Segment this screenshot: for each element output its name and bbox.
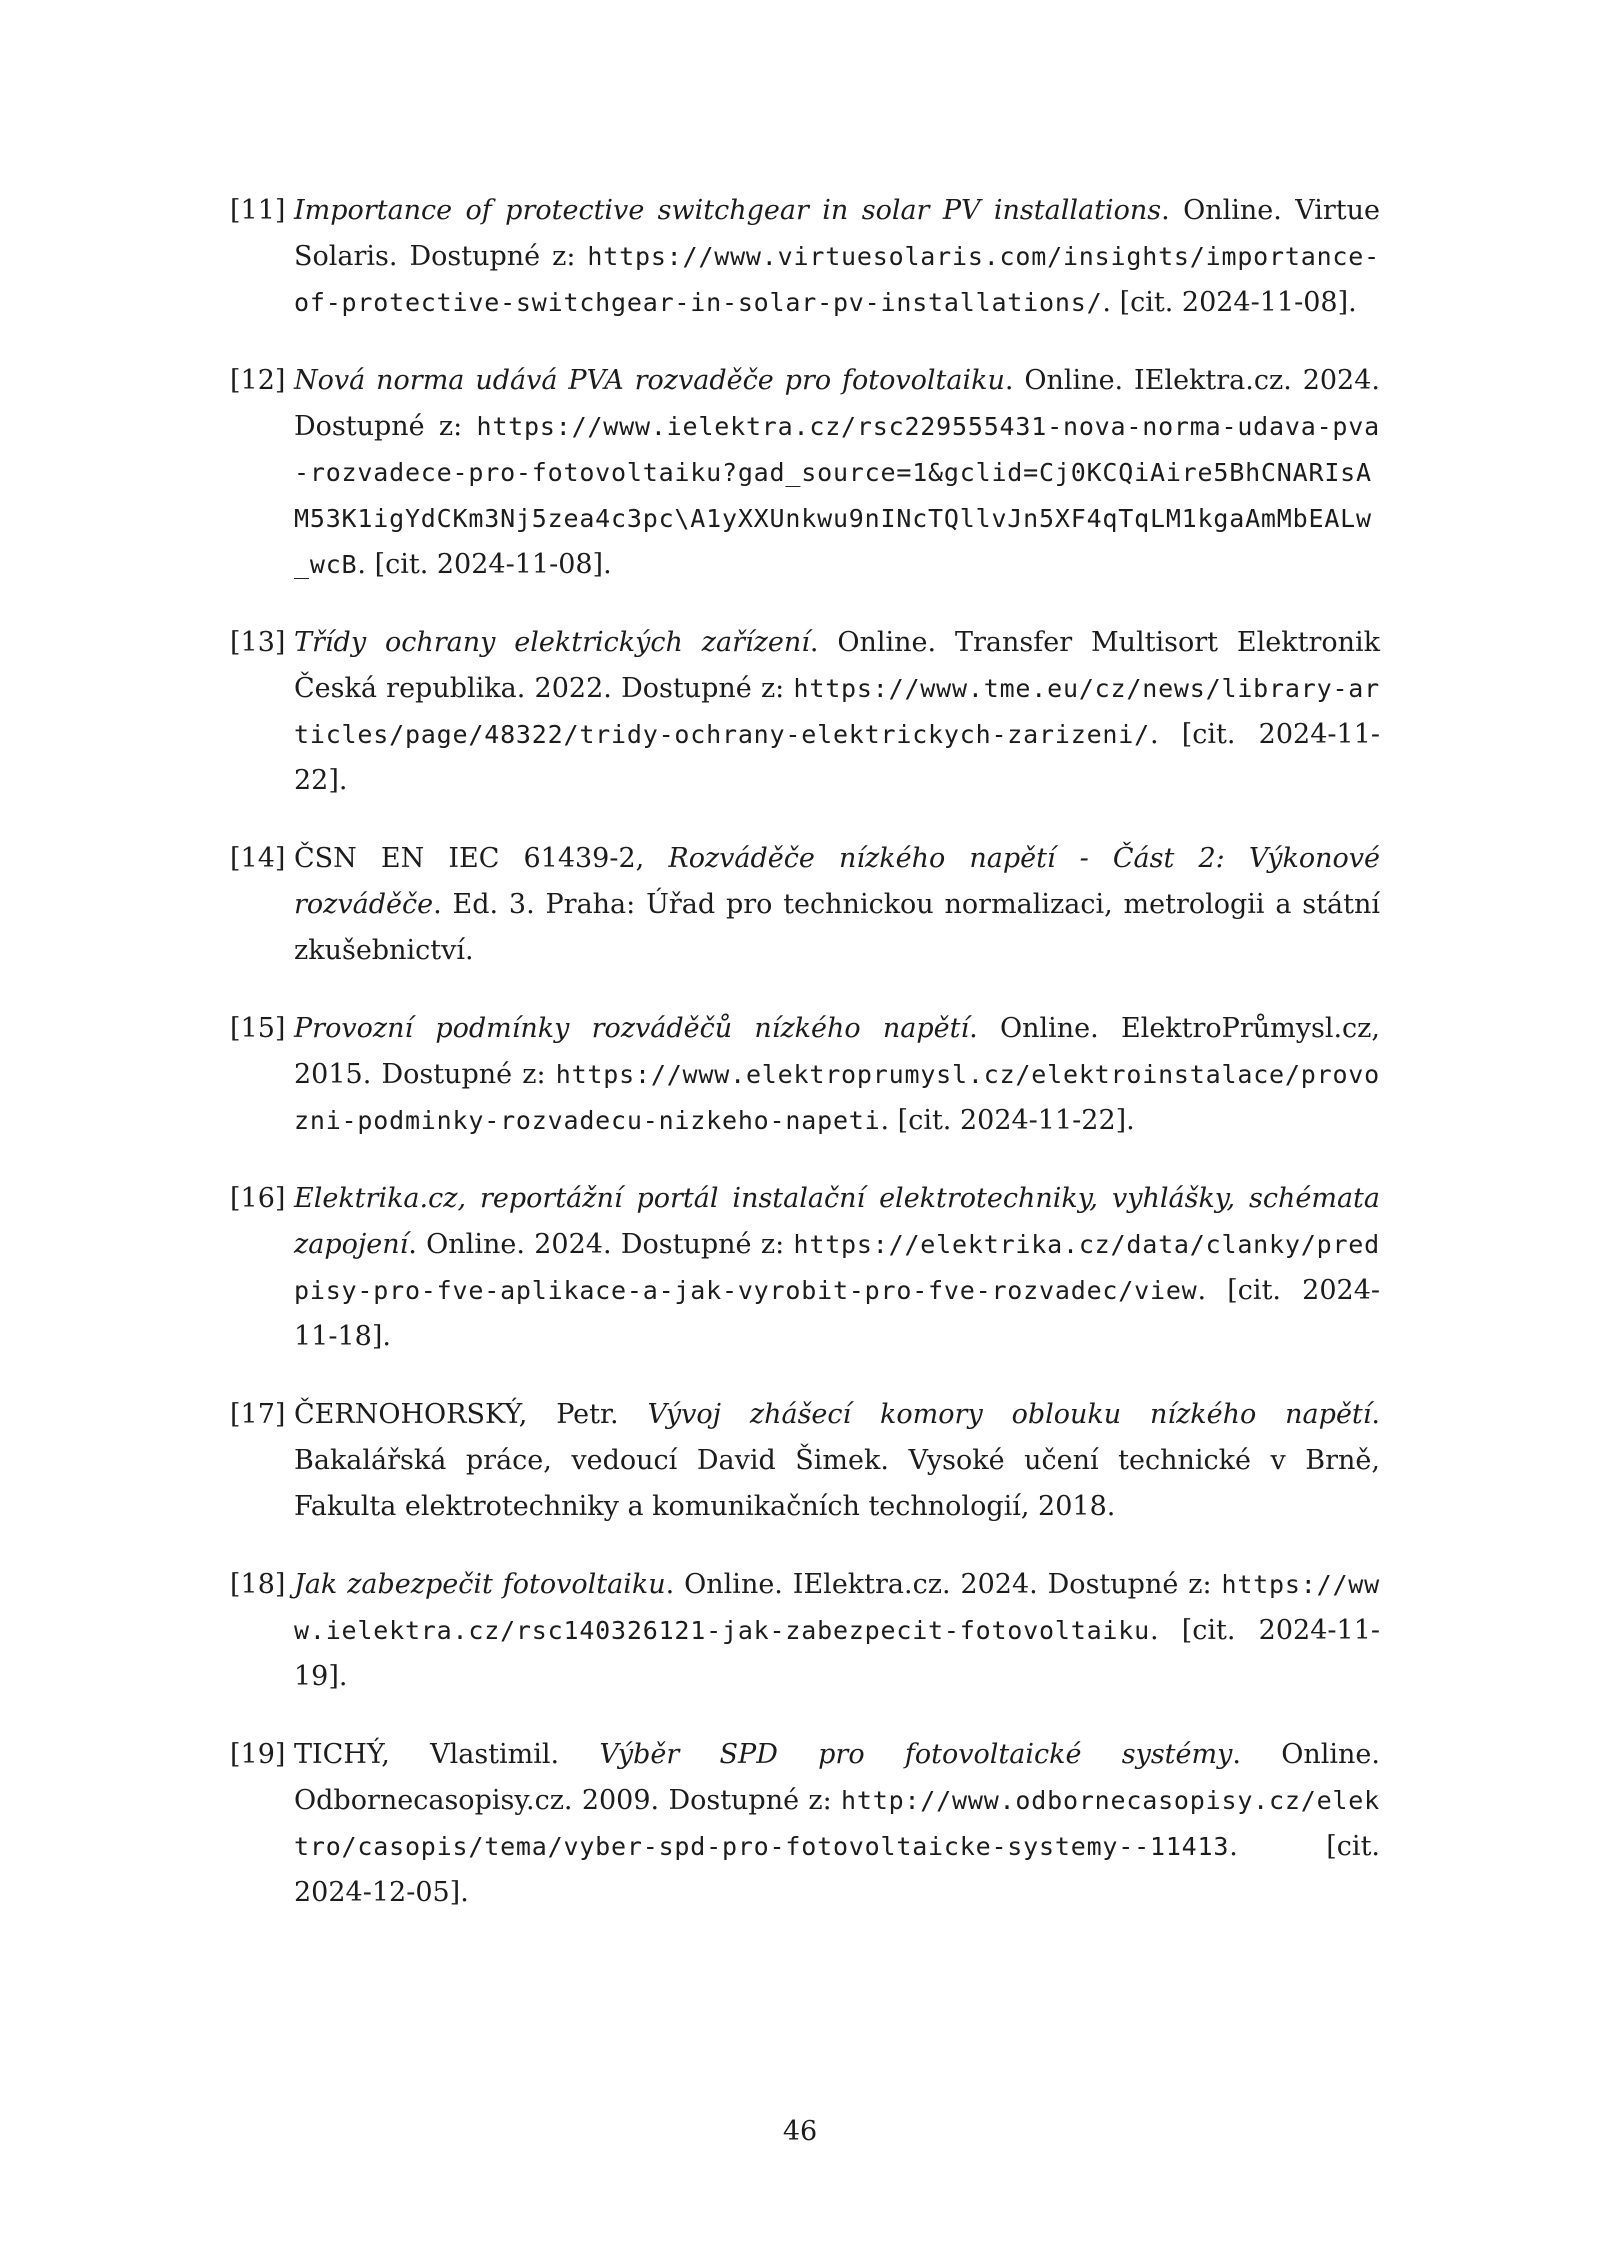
reference-entry	[230, 1732, 1380, 1916]
reference-text	[294, 1732, 1380, 1916]
reference-title: Výběr SPD pro fotovoltaické systémy	[599, 1739, 1233, 1770]
reference-number: [14]	[230, 843, 286, 874]
reference-entry	[230, 836, 1380, 974]
reference-title: Elektrika.cz, reportážní portál instalační elektrotechniky, vyhlášky, schémata zapojení	[294, 1183, 1380, 1260]
reference-entry	[230, 1392, 1380, 1530]
reference-author: ČERNOHORSKÝ, Petr.	[294, 1399, 648, 1430]
reference-entry	[230, 358, 1380, 588]
reference-citation-date: . [cit. 2024-11-22].	[294, 719, 1380, 796]
reference-citation-date: . [cit. 2024-11-19].	[294, 1615, 1380, 1692]
reference-citation-date: . [cit. 2024-12-05].	[294, 1831, 1380, 1908]
reference-title: Rozváděče nízkého napětí - Část 2: Výkonové rozváděče	[294, 843, 1380, 920]
reference-entry	[230, 1176, 1380, 1360]
reference-title: Vývoj zhášecí komory oblouku nízkého napětí	[647, 1399, 1372, 1430]
reference-entry	[230, 1562, 1380, 1700]
reference-number: [15]	[230, 1013, 286, 1044]
reference-text	[294, 1176, 1380, 1360]
reference-author: TICHÝ, Vlastimil.	[294, 1739, 600, 1770]
reference-title: Provozní podmínky rozváděčů nízkého napětí	[294, 1013, 970, 1044]
reference-text	[294, 1392, 1380, 1530]
reference-url-link[interactable]: https://www.elektroprumysl.cz/elektroinstalace/provozni-podminky-rozvadecu-nizkeho-napeti	[294, 1060, 1380, 1135]
reference-title: Jak zabezpečit fotovoltaiku	[294, 1569, 666, 1600]
page-number: 46	[782, 2116, 818, 2147]
bibliography-list	[230, 188, 1380, 1948]
reference-text	[294, 1562, 1380, 1700]
reference-entry	[230, 620, 1380, 804]
reference-text	[294, 836, 1380, 974]
reference-details: . Online. ElektroPrůmysl.cz, 2015. Dostupné z:	[294, 1013, 1380, 1090]
reference-details: . Online. Odbornecasopisy.cz. 2009. Dostupné z:	[294, 1739, 1380, 1816]
reference-number: [18]	[230, 1569, 286, 1600]
reference-details: . Online. Virtue Solaris. Dostupné z:	[294, 195, 1380, 272]
reference-entry	[230, 1006, 1380, 1144]
reference-number: [19]	[230, 1739, 286, 1770]
reference-title: Nová norma udává PVA rozvaděče pro fotovoltaiku	[294, 365, 1005, 396]
reference-details: . Online. IElektra.cz. 2024. Dostupné z:	[665, 1569, 1222, 1600]
reference-details: . Ed. 3. Praha: Úřad pro technickou normalizaci, metrologii a státní zkušebnictví.	[294, 889, 1380, 966]
reference-citation-date: . [cit. 2024-11-22].	[880, 1105, 1135, 1136]
reference-number: [17]	[230, 1399, 286, 1430]
reference-text	[294, 1006, 1380, 1144]
reference-title: Třídy ochrany elektrických zařízení	[294, 627, 810, 658]
reference-details: . Bakalářská práce, vedoucí David Šimek. Vysoké učení technické v Brně, Fakulta elektrotechniky a komunikačních technologií, 2018.	[294, 1399, 1380, 1522]
reference-details: . Online. 2024. Dostupné z:	[408, 1229, 794, 1260]
reference-number: [11]	[230, 195, 286, 226]
reference-citation-date: . [cit. 2024-11-18].	[294, 1275, 1380, 1352]
reference-entry	[230, 188, 1380, 326]
reference-url-link[interactable]: https://www.virtuesolaris.com/insights/importance-of-protective-switchgear-in-solar-pv-installations/	[294, 242, 1380, 317]
reference-number: [12]	[230, 365, 286, 396]
reference-url-link[interactable]: https://www.ielektra.cz/rsc229555431-nova-norma-udava-pva-rozvadece-pro-fotovoltaiku?gad_source=1&gclid=Cj0KCQiAire5BhCNARIsAM53K1igYdCKm3Nj5zea4c3pc\A1yXXUnkwu9nINcTQllvJn5XF4qTqLM1kgaAmMbEALw_wcB	[294, 412, 1380, 579]
reference-author: ČSN EN IEC 61439-2,	[294, 843, 669, 874]
reference-citation-date: . [cit. 2024-11-08].	[1102, 287, 1357, 318]
reference-details: . Online. Transfer Multisort Elektronik Česká republika. 2022. Dostupné z:	[294, 627, 1380, 704]
reference-url-link[interactable]: https://www.ielektra.cz/rsc140326121-jak-zabezpecit-fotovoltaiku	[294, 1570, 1380, 1645]
reference-citation-date: . [cit. 2024-11-08].	[357, 549, 612, 580]
reference-url-link[interactable]: http://www.odbornecasopisy.cz/elektro/casopis/tema/vyber-spd-pro-fotovoltaicke-systemy--11413	[294, 1786, 1380, 1861]
reference-text	[294, 188, 1380, 326]
reference-url-link[interactable]: https://www.tme.eu/cz/news/library-articles/page/48322/tridy-ochrany-elektrickych-zarizeni/	[294, 674, 1380, 749]
reference-text	[294, 358, 1380, 588]
reference-number: [16]	[230, 1183, 286, 1214]
reference-number: [13]	[230, 627, 286, 658]
reference-text	[294, 620, 1380, 804]
reference-title: Importance of protective switchgear in solar PV installations	[294, 195, 1162, 226]
reference-url-link[interactable]: https://elektrika.cz/data/clanky/predpisy-pro-fve-aplikace-a-jak-vyrobit-pro-fve-rozvadec/view	[294, 1230, 1380, 1305]
reference-details: . Online. IElektra.cz. 2024. Dostupné z:	[294, 365, 1380, 442]
